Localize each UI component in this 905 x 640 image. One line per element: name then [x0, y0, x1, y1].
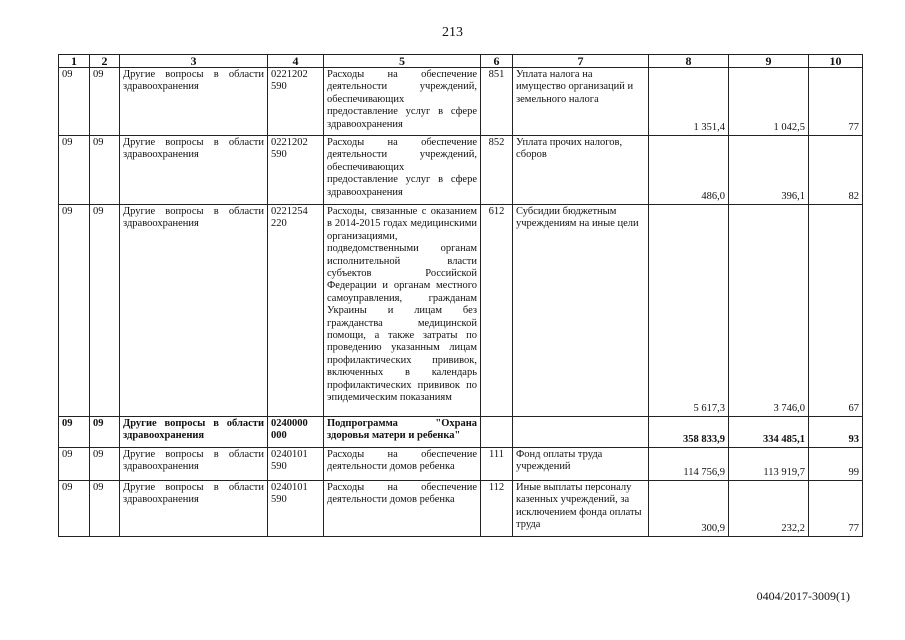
page-number: 213 [442, 25, 463, 40]
column-header: 10 [809, 55, 863, 68]
table-row [59, 481, 863, 537]
section-code: 09 [59, 481, 90, 537]
expense-type-code [481, 417, 513, 448]
column-header: 5 [324, 55, 481, 68]
subsection-code: 09 [90, 205, 120, 417]
expense-type-code: 851 [481, 68, 513, 136]
execution-percent: 82 [809, 136, 863, 205]
target-article-code: 0240101 590 [268, 448, 324, 481]
section-name: Другие вопросы в области здравоохранения [120, 205, 268, 417]
article-name: Подпрограмма "Охрана здоровья матери и ребенка" [324, 417, 481, 448]
executed-amount: 1 042,5 [729, 68, 809, 136]
planned-amount: 114 756,9 [649, 448, 729, 481]
target-article-code: 0221254 220 [268, 205, 324, 417]
section-code: 09 [59, 136, 90, 205]
subsection-code: 09 [90, 481, 120, 537]
table-row [59, 205, 863, 417]
executed-amount: 113 919,7 [729, 448, 809, 481]
document-code: 0404/2017-3009(1) [756, 589, 850, 603]
execution-percent: 67 [809, 205, 863, 417]
table-header-row [59, 55, 863, 68]
expense-type-name [513, 417, 649, 448]
table-row [59, 448, 863, 481]
expense-type-code: 111 [481, 448, 513, 481]
executed-amount: 396,1 [729, 136, 809, 205]
subsection-code: 09 [90, 136, 120, 205]
executed-amount: 334 485,1 [729, 417, 809, 448]
target-article-code: 0221202 590 [268, 136, 324, 205]
column-header: 9 [729, 55, 809, 68]
expense-type-name: Субсидии бюджетным учреждениям на иные цели [513, 205, 649, 417]
column-header: 4 [268, 55, 324, 68]
execution-percent: 77 [809, 68, 863, 136]
column-header: 3 [120, 55, 268, 68]
expense-type-code: 852 [481, 136, 513, 205]
section-name: Другие вопросы в области здравоохранения [120, 448, 268, 481]
subsection-code: 09 [90, 68, 120, 136]
planned-amount: 300,9 [649, 481, 729, 537]
planned-amount: 5 617,3 [649, 205, 729, 417]
executed-amount: 232,2 [729, 481, 809, 537]
article-name: Расходы на обеспечение деятельности домов ребенка [324, 448, 481, 481]
expense-type-name: Уплата налога на имущество организаций и земельного налога [513, 68, 649, 136]
section-code: 09 [59, 205, 90, 417]
section-code: 09 [59, 68, 90, 136]
article-name: Расходы на обеспечение деятельности домов ребенка [324, 481, 481, 537]
target-article-code: 0240101 590 [268, 481, 324, 537]
table-row [59, 68, 863, 136]
expense-type-code: 612 [481, 205, 513, 417]
executed-amount: 3 746,0 [729, 205, 809, 417]
section-name: Другие вопросы в области здравоохранения [120, 481, 268, 537]
table-row [59, 136, 863, 205]
section-code: 09 [59, 448, 90, 481]
article-name: Расходы, связанные с оказанием в 2014-2015 годах медицинскими организациями, подведомственными органам исполнительной власти субъектов Российской Федерации и органам местного самоуправления, гражданам Украины и лицам без гражданства медицинской помощи, а также затраты по проведению указанным лицам профилактических прививок, включенных в календарь профилактических прививок по эпидемическим показаниям [324, 205, 481, 417]
article-name: Расходы на обеспечение деятельности учреждений, обеспечивающих предоставление услуг в сфере здравоохранения [324, 136, 481, 205]
execution-percent: 99 [809, 448, 863, 481]
planned-amount: 358 833,9 [649, 417, 729, 448]
table-row [59, 417, 863, 448]
section-name: Другие вопросы в области здравоохранения [120, 68, 268, 136]
expense-type-name: Иные выплаты персоналу казенных учреждений, за исключением фонда оплаты труда [513, 481, 649, 537]
column-header: 6 [481, 55, 513, 68]
section-name: Другие вопросы в области здравоохранения [120, 136, 268, 205]
execution-percent: 77 [809, 481, 863, 537]
column-header: 1 [59, 55, 90, 68]
column-header: 7 [513, 55, 649, 68]
budget-table [58, 54, 863, 537]
column-header: 2 [90, 55, 120, 68]
expense-type-name: Уплата прочих налогов, сборов [513, 136, 649, 205]
target-article-code: 0240000 000 [268, 417, 324, 448]
section-code: 09 [59, 417, 90, 448]
expense-type-code: 112 [481, 481, 513, 537]
section-name: Другие вопросы в области здравоохранения [120, 417, 268, 448]
planned-amount: 1 351,4 [649, 68, 729, 136]
expense-type-name: Фонд оплаты труда учреждений [513, 448, 649, 481]
execution-percent: 93 [809, 417, 863, 448]
column-header: 8 [649, 55, 729, 68]
target-article-code: 0221202 590 [268, 68, 324, 136]
planned-amount: 486,0 [649, 136, 729, 205]
subsection-code: 09 [90, 448, 120, 481]
article-name: Расходы на обеспечение деятельности учреждений, обеспечивающих предоставление услуг в сфере здравоохранения [324, 68, 481, 136]
subsection-code: 09 [90, 417, 120, 448]
